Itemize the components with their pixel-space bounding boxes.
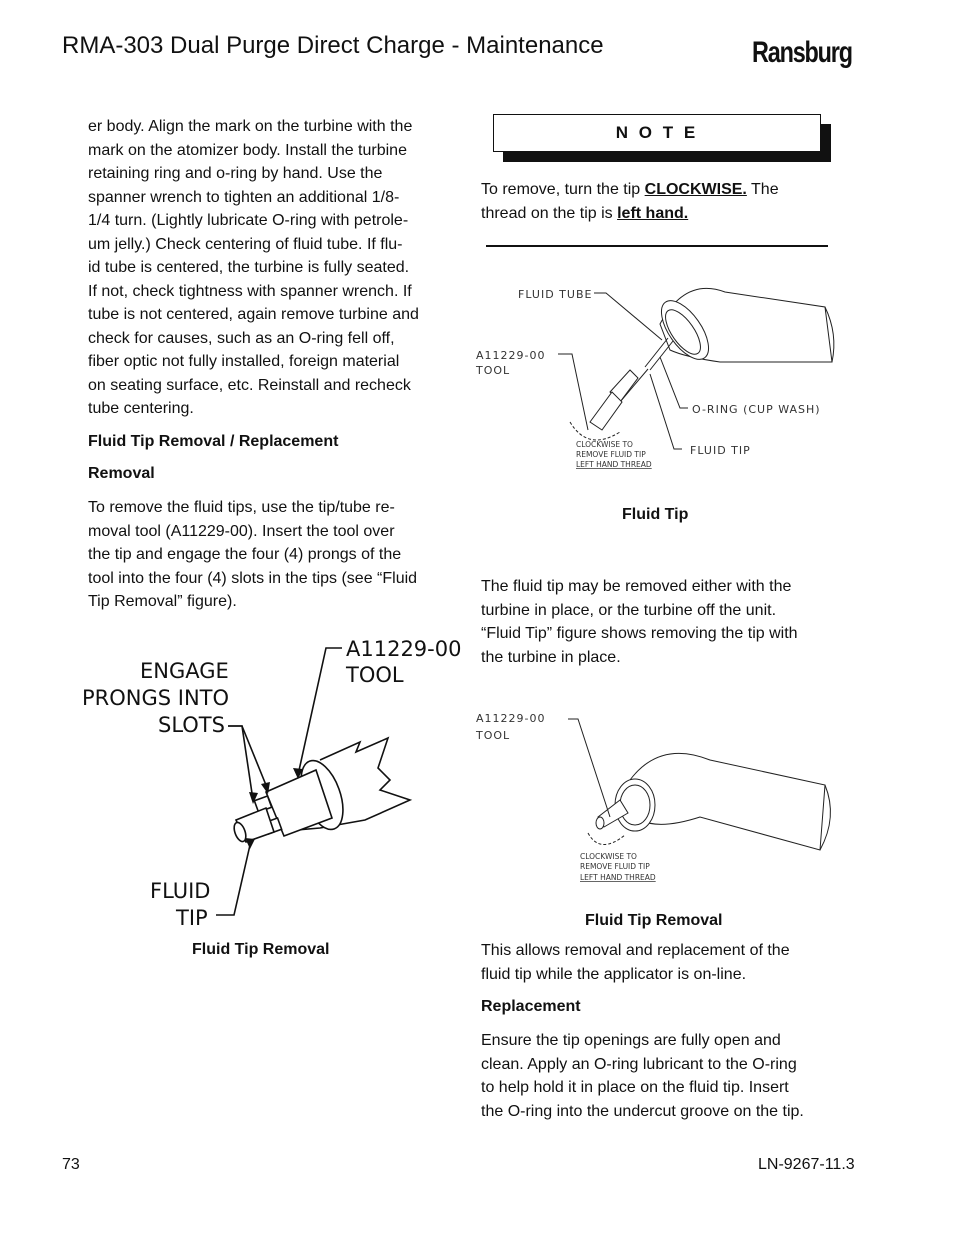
label-tip: TIP: [176, 906, 208, 930]
small-note: CLOCKWISE TO: [576, 440, 633, 449]
label-tool: TOOL: [346, 663, 404, 687]
removal-heading: Removal: [88, 465, 155, 482]
text-line: turbine in place, or the turbine off the unit.: [481, 601, 777, 619]
brand-logo: Ransburg: [752, 36, 852, 69]
note-clockwise: CLOCKWISE.: [644, 181, 747, 198]
label-tool-number: A11229-00: [476, 349, 546, 362]
online-paragraph: [481, 939, 851, 986]
label-fluid: FLUID: [150, 879, 211, 903]
small-note: CLOCKWISE TO: [580, 852, 637, 861]
text-line: tool into the four (4) slots in the tips (see “Fluid: [88, 569, 418, 587]
note-text-part: thread on the tip is: [481, 204, 618, 222]
label-oring: O-RING (CUP WASH): [692, 403, 821, 416]
text-line: To remove the fluid tips, use the tip/tube re-: [88, 499, 395, 516]
label-engage: ENGAGE: [140, 659, 229, 683]
text-line: check for causes, such as an O-ring fell off,: [88, 329, 395, 347]
text-line: id tube is centered, the turbine is fully seated.: [88, 259, 410, 276]
note-text: [481, 178, 841, 225]
text-line: moval tool (A11229-00). Insert the tool over: [88, 522, 395, 540]
fluid-tip-figure: [470, 262, 850, 477]
removal-paragraph: [88, 496, 458, 614]
label-tool: TOOL: [476, 364, 511, 377]
text-line: fluid tip while the applicator is on-line.: [481, 965, 747, 983]
replacement-heading: Replacement: [481, 998, 581, 1015]
text-line: retaining ring and o-ring by hand. Use the: [88, 165, 383, 182]
text-line: the turbine in place.: [481, 648, 621, 666]
text-line: er body. Align the mark on the turbine with the: [88, 118, 413, 135]
label-tool: TOOL: [476, 729, 511, 742]
text-line: the O-ring into the undercut groove on the tip.: [481, 1102, 804, 1120]
text-line: “Fluid Tip” figure shows removing the tip with: [481, 625, 798, 642]
small-note: REMOVE FLUID TIP: [576, 450, 646, 459]
fluid-tip-paragraph: [481, 575, 851, 669]
replacement-paragraph: [481, 1029, 851, 1123]
label-fluid-tip: FLUID TIP: [690, 444, 751, 457]
label-fluid-tube: FLUID TUBE: [518, 288, 593, 301]
tool-drawing: [216, 648, 410, 915]
small-note: LEFT HAND THREAD: [580, 873, 656, 882]
note-left-hand: left hand.: [617, 204, 689, 222]
intro-paragraph: [88, 115, 458, 421]
label-tool-number: A11229-00: [476, 712, 546, 725]
section-heading: Fluid Tip Removal / Replacement: [88, 433, 339, 450]
text-line: 1/4 turn. (Lightly lubricate O-ring with petrole-: [88, 212, 409, 229]
text-line: Tip Removal” figure).: [88, 593, 237, 610]
text-line: fiber optic not fully installed, foreign material: [88, 353, 400, 370]
label-slots: SLOTS: [158, 713, 225, 737]
text-line: tube centering.: [88, 400, 194, 417]
note-text-part: The: [746, 181, 779, 198]
text-line: to help hold it in place on the fluid tip. Insert: [481, 1079, 789, 1096]
text-line: Ensure the tip openings are fully open and: [481, 1032, 781, 1049]
doc-number: LN-9267-11.3: [758, 1156, 855, 1173]
text-line: If not, check tightness with spanner wrench. If: [88, 282, 412, 300]
text-line: mark on the atomizer body. Install the turbine: [88, 141, 407, 159]
figure-caption-removal-right: Fluid Tip Removal: [585, 912, 723, 929]
note-title: N O T E: [493, 114, 821, 152]
text-line: spanner wrench to tighten an additional 1/8-: [88, 188, 400, 206]
small-note: REMOVE FLUID TIP: [580, 862, 650, 871]
text-line: um jelly.) Check centering of fluid tube. If flu-: [88, 235, 403, 253]
text-line: clean. Apply an O-ring lubricant to the O-ring: [481, 1055, 797, 1073]
small-note: LEFT HAND THREAD: [576, 460, 652, 469]
figure-caption-left: Fluid Tip Removal: [192, 941, 330, 958]
note-rule: [486, 245, 828, 247]
text-line: tube is not centered, again remove turbine and: [88, 306, 419, 323]
text-line: The fluid tip may be removed either with the: [481, 578, 792, 595]
text-line: the tip and engage the four (4) prongs of the: [88, 546, 402, 563]
label-tool-number: A11229-00: [346, 637, 462, 661]
note-text-part: To remove, turn the tip: [481, 181, 645, 198]
applicator-drawing: [568, 719, 830, 850]
page-number: 73: [62, 1156, 80, 1173]
applicator-drawing: [558, 288, 834, 449]
label-prongs: PRONGS INTO: [82, 686, 230, 710]
text-line: on seating surface, etc. Reinstall and recheck: [88, 376, 411, 394]
text-line: This allows removal and replacement of the: [481, 942, 790, 959]
page-title: RMA-303 Dual Purge Direct Charge - Maintenance: [62, 32, 604, 59]
figure-caption-fluid-tip: Fluid Tip: [622, 506, 689, 523]
fluid-tip-removal-figure-left: [70, 630, 470, 935]
fluid-tip-removal-figure-right: [470, 705, 850, 890]
